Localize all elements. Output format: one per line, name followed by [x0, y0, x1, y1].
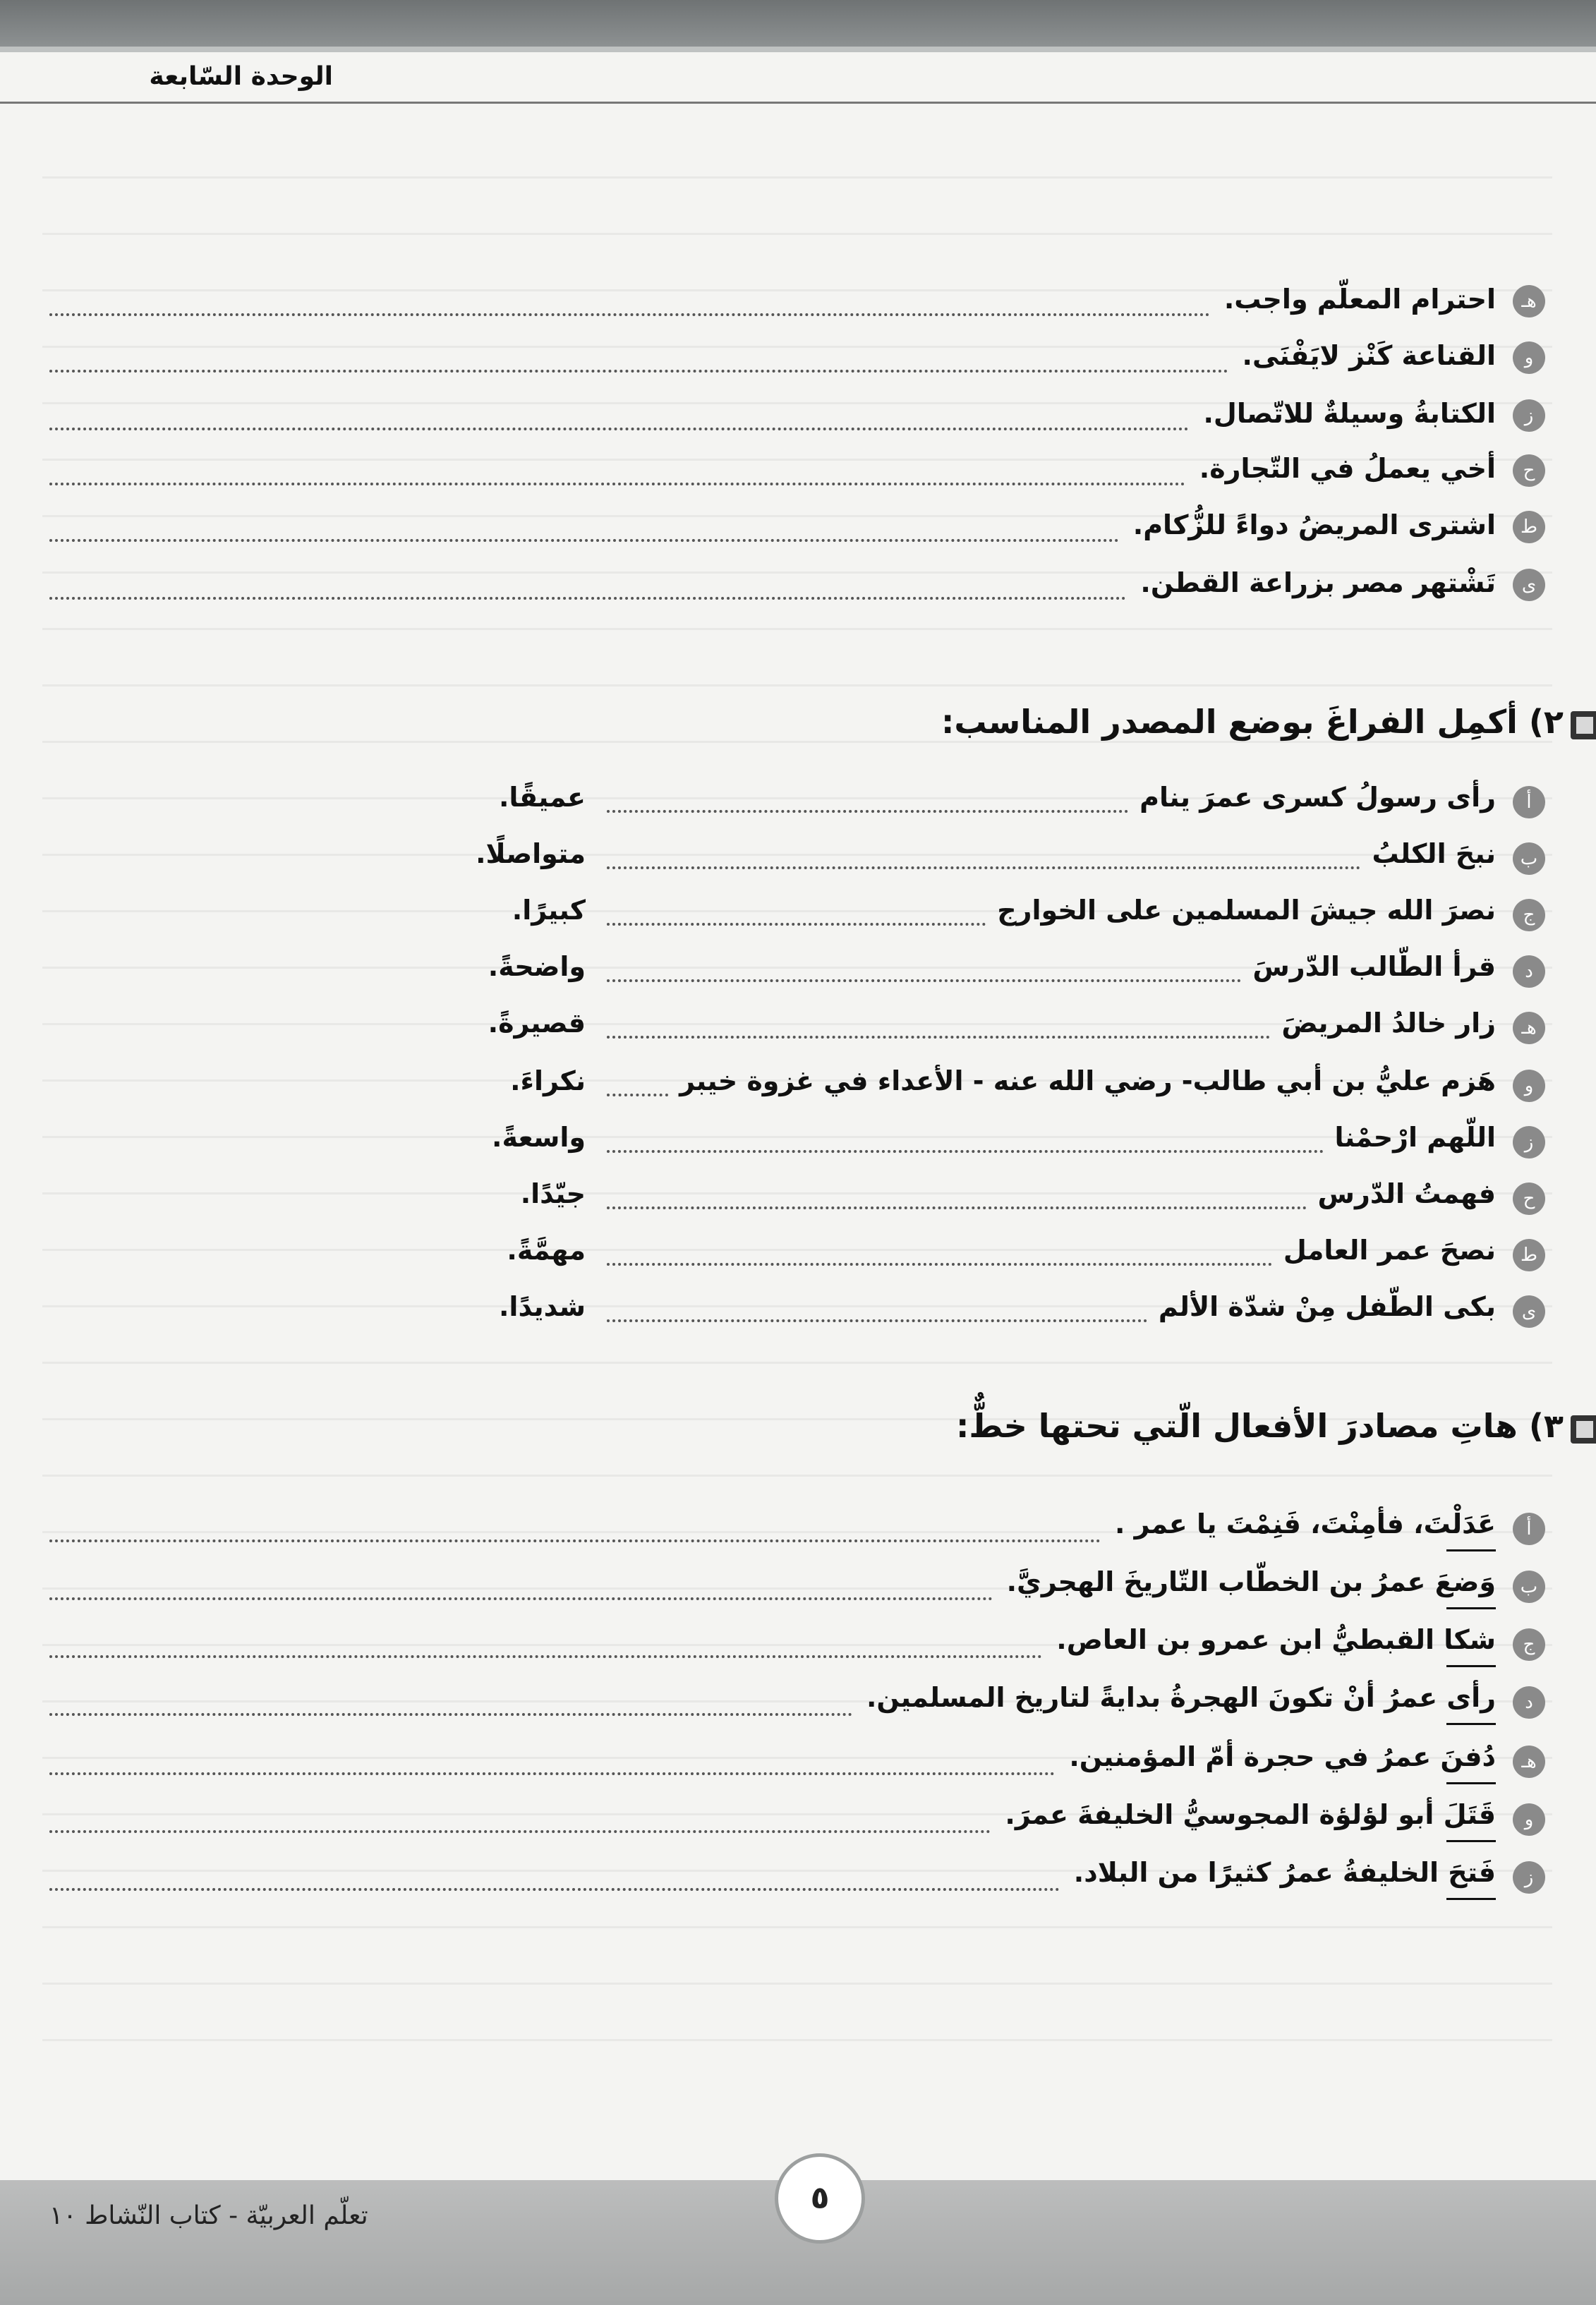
item-text: فَتحَ الخليفةُ عمرُ كثيرًا من البلاد.: [1073, 1857, 1496, 1888]
section-2-heading: أكمِل الفراغَ بوضع المصدر المناسب:: [941, 703, 1518, 741]
item-letter-badge: ج: [1513, 1628, 1545, 1661]
item-text: شكا القبطيُّ ابن عمرو بن العاص.: [1056, 1624, 1496, 1655]
item-letter-badge: هـ: [1513, 1746, 1545, 1778]
answer-blank[interactable]: [607, 1036, 1270, 1039]
answer-blank[interactable]: [49, 313, 1210, 316]
item-text: هَزم عليُّ بن أبي طالب- رضي الله عنه - الأعداء في غزوة خيبر: [679, 1065, 1496, 1096]
item-text: اشترى المريضُ دواءً للزُّكام.: [1132, 509, 1496, 540]
section-2-paren: ): [1517, 703, 1544, 741]
exercise-row: [49, 782, 1545, 824]
item-letter-badge: أ: [1513, 786, 1545, 818]
answer-blank[interactable]: [49, 428, 1189, 430]
answer-word: نكراءَ.: [510, 1065, 586, 1096]
answer-blank[interactable]: [607, 979, 1241, 982]
exercise-row: [49, 567, 1545, 610]
section-3-number: ٣: [1543, 1407, 1564, 1445]
item-letter-badge: ى: [1513, 1295, 1545, 1328]
section-3-heading: هاتِ مصادرَ الأفعال الّتي تحتها خطٌّ:: [955, 1407, 1518, 1445]
answer-blank[interactable]: [607, 1150, 1324, 1153]
page-number: ٥: [775, 2153, 865, 2244]
exercise-row: [49, 1065, 1545, 1108]
item-letter-badge: هـ: [1513, 1012, 1545, 1044]
answer-blank[interactable]: [607, 1206, 1307, 1209]
item-letter-badge: و: [1513, 1803, 1545, 1836]
exercise-row: [49, 895, 1545, 937]
unit-title: الوحدة السّابعة: [149, 62, 333, 91]
item-letter-badge: د: [1513, 1686, 1545, 1719]
item-letter-badge: هـ: [1513, 285, 1545, 317]
answer-word: واسعةً.: [492, 1122, 586, 1153]
answer-blank[interactable]: [607, 810, 1128, 813]
answer-blank[interactable]: [607, 866, 1360, 869]
answer-blank[interactable]: [49, 1830, 991, 1833]
exercise-row: [49, 1741, 1545, 1784]
top-band: [0, 0, 1596, 47]
verb-underline: [1446, 1665, 1496, 1667]
item-letter-badge: ز: [1513, 1126, 1545, 1158]
item-text: أخي يعملُ في التّجارة.: [1199, 453, 1496, 484]
item-text: زار خالدُ المريضَ: [1281, 1008, 1496, 1039]
exercise-row: [49, 838, 1545, 881]
book-icon: [1571, 711, 1596, 739]
answer-word: شديدًا.: [499, 1291, 586, 1322]
item-text: اللّهم ارْحمْنا: [1334, 1122, 1496, 1153]
book-title: تعلّم العربيّة - كتاب النّشاط ١٠: [49, 2201, 368, 2230]
answer-blank[interactable]: [49, 1772, 1055, 1775]
item-letter-badge: أ: [1513, 1513, 1545, 1545]
item-text: نصرَ الله جيشَ المسلمين على الخوارج: [997, 895, 1496, 926]
exercise-row: [49, 1857, 1545, 1899]
book-icon: [1571, 1415, 1596, 1444]
verb-underline: [1446, 1840, 1496, 1842]
top-line: [0, 47, 1596, 52]
answer-blank[interactable]: [607, 1263, 1272, 1266]
item-letter-badge: ط: [1513, 511, 1545, 543]
item-text: بكى الطّفل مِنْ شدّة الألم: [1158, 1291, 1496, 1322]
verb-underline: [1446, 1898, 1496, 1900]
answer-blank[interactable]: [49, 483, 1185, 485]
item-text: وَضعَ عمرُ بن الخطّاب التّاريخَ الهجريَّ.: [1006, 1566, 1496, 1597]
item-text: عَدَلْتَ، فأمِنْتَ، فَنِمْتَ يا عمر .: [1115, 1508, 1496, 1539]
item-letter-badge: ز: [1513, 399, 1545, 432]
verb-underline: [1446, 1549, 1496, 1551]
item-letter-badge: و: [1513, 341, 1545, 374]
exercise-row: [49, 284, 1545, 326]
exercise-row: [49, 1682, 1545, 1724]
item-text: القناعة كَنْز لايَفْنَى.: [1242, 340, 1496, 371]
item-text: رأى عمرُ أنْ تكونَ الهجرةُ بدايةً لتاريخ المسلمين.: [866, 1682, 1496, 1713]
item-text: الكتابةُ وسيلةٌ للاتّصال.: [1203, 398, 1496, 429]
answer-blank[interactable]: [49, 1713, 852, 1716]
item-text: تَشْتهر مصر بزراعة القطن.: [1140, 567, 1496, 598]
item-text: دُفنَ عمرُ في حجرة أمّ المؤمنين.: [1069, 1741, 1496, 1772]
answer-word: عميقًا.: [499, 782, 586, 813]
section-2-number: ٢: [1543, 703, 1564, 741]
exercise-row: [49, 1508, 1545, 1551]
item-letter-badge: ح: [1513, 1182, 1545, 1215]
item-text: فهمتُ الدّرس: [1317, 1178, 1496, 1209]
item-letter-badge: د: [1513, 955, 1545, 988]
answer-word: جيّدًا.: [520, 1178, 586, 1209]
item-letter-badge: ج: [1513, 899, 1545, 931]
answer-blank[interactable]: [49, 1888, 1060, 1891]
exercise-row: [49, 1008, 1545, 1050]
item-text: نبحَ الكلبُ: [1372, 838, 1496, 869]
answer-blank[interactable]: [49, 1655, 1042, 1658]
answer-blank[interactable]: [607, 923, 986, 926]
item-text: احترام المعلّم واجب.: [1223, 284, 1496, 315]
answer-blank[interactable]: [49, 597, 1126, 600]
section-3-title: [956, 1407, 1564, 1445]
item-letter-badge: ح: [1513, 454, 1545, 487]
exercise-row: [49, 1178, 1545, 1221]
answer-word: مهمَّةً.: [507, 1235, 586, 1266]
answer-word: متواصلًا.: [476, 838, 586, 869]
exercise-row: [49, 951, 1545, 993]
answer-blank[interactable]: [49, 1539, 1101, 1542]
exercise-row: [49, 1624, 1545, 1666]
item-letter-badge: و: [1513, 1070, 1545, 1102]
answer-blank[interactable]: [607, 1094, 668, 1096]
answer-word: كبيرًا.: [512, 895, 586, 926]
verb-underline: [1446, 1607, 1496, 1609]
exercise-row: [49, 1235, 1545, 1277]
exercise-row: [49, 509, 1545, 552]
exercise-row: [49, 453, 1545, 495]
answer-word: قصيرةً.: [488, 1008, 586, 1039]
item-letter-badge: ب: [1513, 842, 1545, 875]
verb-underline: [1446, 1723, 1496, 1725]
exercise-row: [49, 1291, 1545, 1333]
item-letter-badge: ز: [1513, 1861, 1545, 1894]
exercise-row: [49, 1799, 1545, 1841]
exercise-row: [49, 1122, 1545, 1164]
answer-blank[interactable]: [49, 539, 1119, 542]
exercise-row: [49, 398, 1545, 440]
exercise-row: [49, 340, 1545, 382]
answer-blank[interactable]: [49, 370, 1228, 373]
item-text: نصحَ عمر العامل: [1283, 1235, 1496, 1266]
answer-word: واضحةً.: [488, 951, 586, 982]
item-letter-badge: ى: [1513, 569, 1545, 601]
item-text: رأى رسولُ كسرى عمرَ ينام: [1139, 782, 1496, 813]
section-3-paren: ): [1517, 1407, 1544, 1445]
item-text: قَتَلَ أبو لؤلؤة المجوسيُّ الخليفةَ عمرَ.: [1005, 1799, 1496, 1830]
exercise-row: [49, 1566, 1545, 1609]
item-letter-badge: ب: [1513, 1571, 1545, 1603]
item-text: قرأ الطّالب الدّرسَ: [1252, 951, 1496, 982]
answer-blank[interactable]: [607, 1319, 1147, 1322]
verb-underline: [1446, 1782, 1496, 1784]
item-letter-badge: ط: [1513, 1239, 1545, 1271]
answer-blank[interactable]: [49, 1597, 993, 1600]
section-2-title: [941, 703, 1564, 741]
